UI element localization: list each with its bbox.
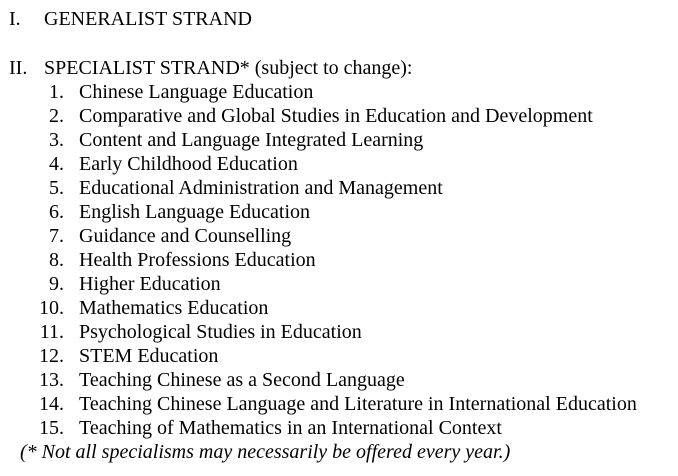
list-item-label: Teaching Chinese as a Second Language: [79, 369, 405, 391]
section-one-numeral: I.: [9, 8, 21, 30]
list-item-number: 11.: [39, 321, 64, 343]
list-item-label: Mathematics Education: [79, 297, 269, 319]
section-two-title: SPECIALIST STRAND* (subject to change):: [44, 57, 413, 79]
list-item-label: Guidance and Counselling: [79, 225, 292, 247]
list-item-number: 6.: [49, 201, 64, 223]
list-item-number: 13.: [39, 369, 64, 391]
list-item-number: 5.: [49, 177, 64, 199]
list-item-number: 3.: [49, 129, 64, 151]
list-item-label: Teaching of Mathematics in an International Context: [79, 417, 502, 439]
list-item-label: Teaching Chinese Language and Literature in International Education: [79, 393, 637, 415]
list-item-number: 2.: [49, 105, 64, 127]
list-item-number: 1.: [49, 81, 64, 103]
list-item-label: STEM Education: [79, 345, 219, 367]
footnote: (* Not all specialisms may necessarily be offered every year.): [20, 441, 511, 463]
list-item-number: 7.: [49, 225, 64, 247]
list-item-label: Health Professions Education: [79, 249, 316, 271]
section-one-title: GENERALIST STRAND: [44, 8, 252, 30]
list-item-label: Content and Language Integrated Learning: [79, 129, 424, 151]
list-item-label: English Language Education: [79, 201, 311, 223]
list-item-number: 9.: [49, 273, 64, 295]
list-item-label: Comparative and Global Studies in Education and Development: [79, 105, 593, 127]
list-item-number: 10.: [39, 297, 64, 319]
section-two-numeral: II.: [9, 57, 28, 79]
list-item-number: 15.: [39, 417, 64, 439]
list-item-number: 14.: [39, 393, 64, 415]
list-item-number: 8.: [49, 249, 64, 271]
list-item-label: Psychological Studies in Education: [79, 321, 362, 343]
list-item-label: Early Childhood Education: [79, 153, 298, 175]
list-item-number: 4.: [49, 153, 64, 175]
list-item-label: Higher Education: [79, 273, 221, 295]
list-item-number: 12.: [39, 345, 64, 367]
list-item-label: Chinese Language Education: [79, 81, 314, 103]
list-item-label: Educational Administration and Management: [79, 177, 443, 199]
